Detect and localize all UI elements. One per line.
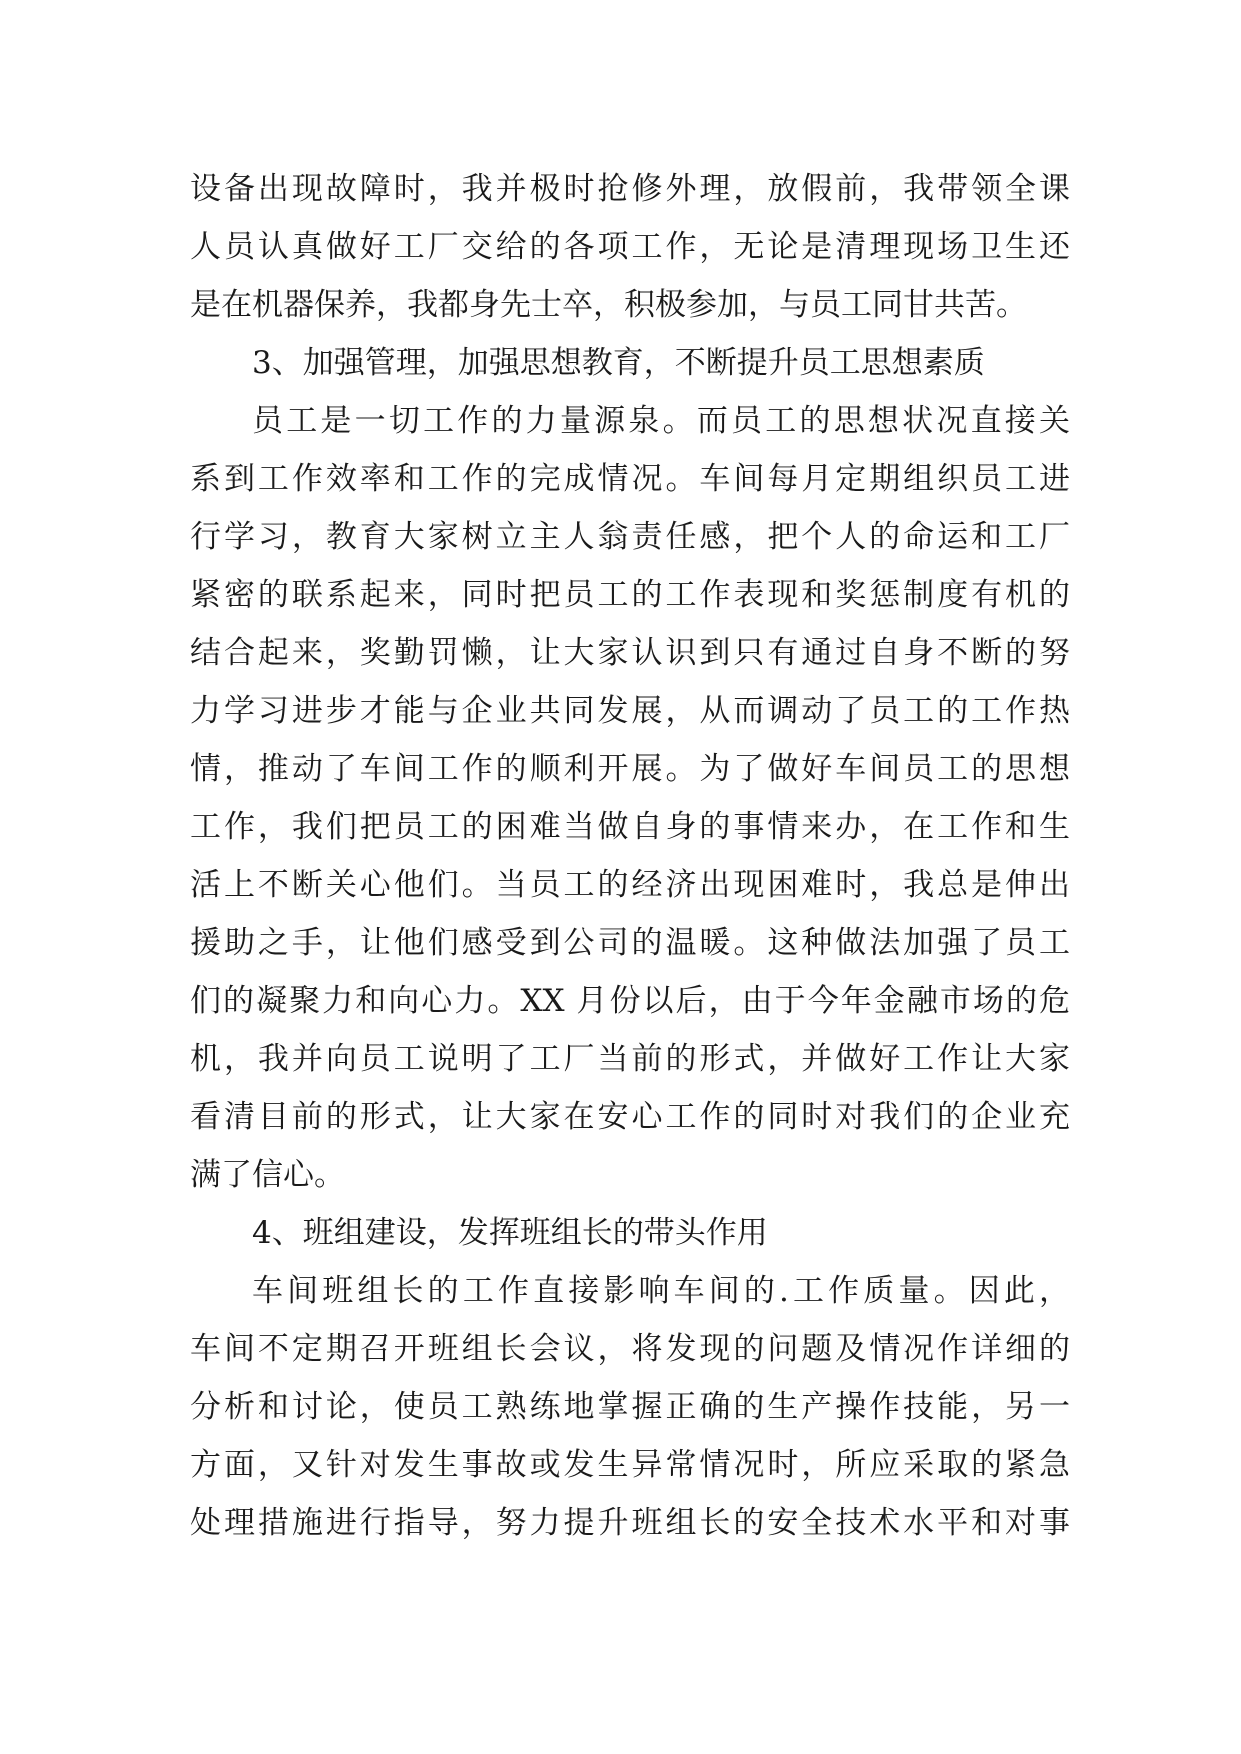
- section-heading: 4、班组建设，发挥班组长的带头作用: [252, 1215, 768, 1251]
- text-line: 是在机器保养，我都身先士卒，积极参加，与员工同甘共苦。: [190, 287, 1027, 323]
- text-line: 处理措施进行指导，努力提升班组长的安全技术水平和对事: [190, 1505, 1070, 1541]
- text-line: 工作，我们把员工的困难当做自身的事情来办，在工作和生: [190, 809, 1070, 845]
- text-line: 车间不定期召开班组长会议，将发现的问题及情况作详细的: [190, 1331, 1070, 1367]
- text-line: 活上不断关心他们。当员工的经济出现困难时，我总是伸出: [190, 867, 1070, 903]
- text-line: 情，推动了车间工作的顺利开展。为了做好车间员工的思想: [190, 751, 1070, 787]
- section-heading: 3、加强管理，加强思想教育，不断提升员工思想素质: [252, 345, 985, 381]
- text-line: 结合起来，奖勤罚懒，让大家认识到只有通过自身不断的努: [190, 635, 1070, 671]
- text-line: 看清目前的形式，让大家在安心工作的同时对我们的企业充: [190, 1099, 1070, 1135]
- text-line: 援助之手，让他们感受到公司的温暖。这种做法加强了员工: [190, 925, 1070, 961]
- text-line: 满了信心。: [190, 1157, 345, 1193]
- text-line: 力学习进步才能与企业共同发展，从而调动了员工的工作热: [190, 693, 1070, 729]
- text-line: 系到工作效率和工作的完成情况。车间每月定期组织员工进: [190, 461, 1070, 497]
- text-line: 行学习，教育大家树立主人翁责任感，把个人的命运和工厂: [190, 519, 1070, 555]
- text-line: 员工是一切工作的力量源泉。而员工的思想状况直接关: [252, 403, 1070, 439]
- text-line: 机，我并向员工说明了工厂当前的形式，并做好工作让大家: [190, 1041, 1070, 1077]
- text-line: 方面，又针对发生事故或发生异常情况时，所应采取的紧急: [190, 1447, 1070, 1483]
- document-body: [190, 160, 1070, 1552]
- text-line: 分析和讨论，使员工熟练地掌握正确的生产操作技能，另一: [190, 1389, 1070, 1425]
- text-line: 们的凝聚力和向心力。XX 月份以后，由于今年金融市场的危: [190, 983, 1070, 1019]
- text-line: 车间班组长的工作直接影响车间的.工作质量。因此，: [252, 1273, 1070, 1309]
- text-line: 紧密的联系起来，同时把员工的工作表现和奖惩制度有机的: [190, 577, 1070, 613]
- text-line: 人员认真做好工厂交给的各项工作，无论是清理现场卫生还: [190, 229, 1070, 265]
- text-line: 设备出现故障时，我并极时抢修外理，放假前，我带领全课: [190, 171, 1070, 207]
